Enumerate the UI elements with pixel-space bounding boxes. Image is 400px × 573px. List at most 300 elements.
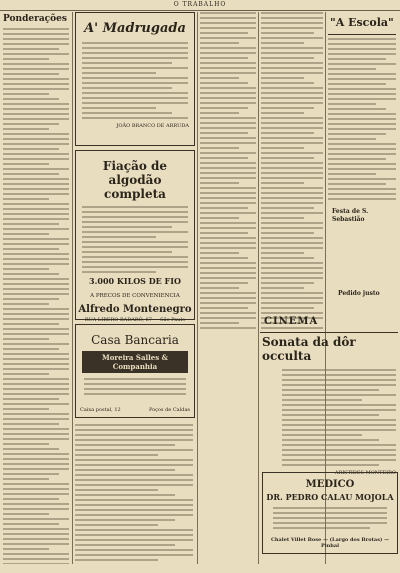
text-line (82, 271, 156, 273)
text-line (328, 73, 396, 75)
text-line (3, 238, 69, 240)
text-line (261, 47, 323, 49)
text-line (282, 399, 362, 401)
text-line (84, 383, 186, 385)
text-line (82, 77, 188, 79)
col1-body (3, 28, 69, 564)
text-line (328, 188, 396, 190)
text-line (328, 53, 396, 55)
text-line (261, 57, 314, 59)
ad1-title-line1: Fiação de algodão (102, 159, 168, 187)
text-line (261, 12, 323, 14)
text-line (3, 328, 69, 330)
text-line (82, 92, 188, 94)
text-line (3, 353, 69, 355)
text-line (75, 529, 193, 531)
text-line (282, 429, 396, 431)
text-line (75, 524, 158, 526)
text-line (3, 548, 49, 550)
text-line (82, 102, 188, 104)
text-line (3, 378, 69, 380)
text-line (328, 123, 396, 125)
text-line (261, 77, 304, 79)
text-line (200, 187, 256, 189)
text-line (200, 177, 256, 179)
text-line (273, 522, 387, 524)
text-line (273, 517, 387, 519)
text-line (200, 197, 256, 199)
text-line (200, 12, 256, 14)
text-line (261, 192, 323, 194)
text-line (328, 183, 386, 185)
text-line (3, 153, 69, 155)
column-2 (75, 12, 195, 564)
text-line (200, 207, 248, 209)
col1-heading: Ponderações (3, 14, 67, 24)
text-line (261, 237, 323, 239)
text-line (3, 48, 59, 50)
ad2-body (76, 373, 194, 395)
text-line (82, 82, 188, 84)
text-line (200, 107, 248, 109)
poem-box (75, 12, 195, 146)
text-line (3, 118, 69, 120)
text-line (3, 453, 69, 455)
medico-line2: DR. PEDRO CALAU MOJOLA (266, 492, 394, 502)
poem-title: A' Madrugada (84, 21, 186, 36)
medico-line1: MEDICO (305, 479, 355, 490)
text-line (75, 434, 193, 436)
text-line (3, 113, 69, 115)
text-line (273, 527, 370, 529)
text-line (328, 98, 396, 100)
text-line (3, 363, 69, 365)
text-line (3, 128, 49, 130)
text-line (261, 112, 304, 114)
column-5 (328, 12, 398, 342)
text-line (3, 143, 69, 145)
text-line (261, 87, 323, 89)
text-line (261, 247, 323, 249)
text-line (328, 83, 386, 85)
text-line (261, 252, 304, 254)
text-line (200, 222, 256, 224)
text-line (261, 137, 323, 139)
text-line (328, 168, 396, 170)
text-line (3, 43, 69, 45)
text-line (3, 93, 49, 95)
text-line (75, 509, 193, 511)
text-line (200, 22, 256, 24)
text-line (328, 143, 396, 145)
text-line (261, 232, 314, 234)
text-line (200, 257, 248, 259)
text-line (328, 193, 396, 195)
text-line (200, 82, 248, 84)
text-line (282, 449, 396, 451)
text-line (3, 433, 69, 435)
text-line (261, 187, 323, 189)
text-line (328, 138, 376, 140)
text-line (3, 358, 69, 360)
text-line (200, 97, 256, 99)
text-line (328, 48, 396, 50)
text-line (82, 47, 188, 49)
text-line (82, 246, 188, 248)
text-line (261, 52, 323, 54)
text-line (261, 257, 314, 259)
ad1-title-line2: completa (104, 187, 166, 201)
text-line (3, 88, 69, 90)
text-line (3, 488, 69, 490)
text-line (3, 198, 49, 200)
text-line (200, 67, 256, 69)
column-rule (72, 12, 73, 564)
text-line (3, 188, 69, 190)
medico-body (263, 502, 397, 529)
text-line (3, 343, 69, 345)
text-line (3, 258, 69, 260)
ad2-title: Casa Bancaria (91, 333, 179, 347)
text-line (75, 454, 158, 456)
col4-sub2: Pedido justo (338, 290, 380, 297)
text-line (3, 383, 69, 385)
text-line (3, 538, 69, 540)
text-line (3, 278, 69, 280)
text-line (82, 241, 188, 243)
text-line (3, 288, 69, 290)
text-line (261, 172, 323, 174)
text-line (200, 227, 256, 229)
section-rule (260, 332, 398, 333)
text-line (328, 178, 396, 180)
text-line (261, 72, 323, 74)
text-line (3, 438, 69, 440)
text-line (3, 518, 69, 520)
column-rule (197, 12, 198, 564)
text-line (3, 228, 69, 230)
text-line (3, 158, 69, 160)
text-line (3, 98, 59, 100)
text-line (261, 297, 323, 299)
text-line (328, 128, 396, 130)
text-line (282, 434, 362, 436)
text-line (261, 132, 314, 134)
text-line (3, 318, 69, 320)
text-line (75, 504, 193, 506)
text-line (200, 252, 239, 254)
text-line (3, 513, 49, 515)
text-line (200, 117, 256, 119)
text-line (3, 263, 69, 265)
text-line (200, 192, 256, 194)
text-line (3, 78, 69, 80)
text-line (328, 133, 386, 135)
text-line (200, 247, 256, 249)
text-line (261, 167, 323, 169)
text-line (261, 312, 323, 314)
text-line (82, 211, 188, 213)
sonata-title: Sonata da dôr occulta (262, 335, 356, 363)
text-line (261, 277, 323, 279)
text-line (3, 203, 69, 205)
text-line (328, 163, 396, 165)
text-line (3, 428, 69, 430)
text-line (200, 92, 256, 94)
text-line (3, 273, 59, 275)
text-line (261, 32, 314, 34)
text-line (82, 62, 172, 64)
text-line (200, 182, 239, 184)
text-line (3, 303, 49, 305)
text-line (3, 473, 59, 475)
text-line (3, 148, 59, 150)
text-line (3, 528, 69, 530)
text-line (82, 256, 188, 258)
text-line (261, 92, 323, 94)
text-line (82, 206, 188, 208)
text-line (200, 322, 239, 324)
text-line (261, 197, 323, 199)
escola-heading-box (328, 14, 396, 35)
text-line (200, 87, 256, 89)
text-line (75, 539, 193, 541)
text-line (75, 464, 193, 466)
text-line (200, 157, 248, 159)
text-line (282, 459, 396, 461)
text-line (261, 202, 323, 204)
ad1-body (76, 201, 194, 273)
text-line (3, 498, 59, 500)
text-line (282, 409, 396, 411)
text-line (261, 102, 323, 104)
text-line (328, 153, 396, 155)
text-line (261, 37, 323, 39)
text-line (261, 222, 323, 224)
text-line (82, 57, 188, 59)
text-line (82, 236, 156, 238)
text-line (261, 147, 304, 149)
text-line (328, 68, 376, 70)
text-line (261, 117, 323, 119)
ad2-firm: Moreira Salles & Companhia (82, 351, 188, 373)
text-line (82, 231, 188, 233)
text-line (200, 237, 256, 239)
text-line (82, 97, 188, 99)
text-line (3, 508, 69, 510)
text-line (200, 72, 256, 74)
text-line (82, 266, 188, 268)
text-line (3, 463, 69, 465)
text-line (84, 378, 186, 380)
text-line (3, 373, 49, 375)
text-line (3, 393, 69, 395)
text-line (3, 553, 69, 555)
text-line (282, 374, 396, 376)
running-head: O TRABALHO (0, 0, 400, 11)
text-line (75, 459, 193, 461)
text-line (3, 103, 69, 105)
text-line (82, 221, 188, 223)
text-line (261, 152, 323, 154)
text-line (3, 338, 49, 340)
column-1 (3, 12, 69, 564)
text-line (82, 226, 172, 228)
text-line (200, 102, 256, 104)
text-line (282, 404, 396, 406)
text-line (75, 424, 193, 426)
text-line (3, 448, 59, 450)
text-line (282, 369, 396, 371)
text-line (75, 494, 175, 496)
text-line (82, 251, 172, 253)
ad1-capacity: 3.000 KILOS DE FIO (89, 276, 181, 286)
text-line (328, 38, 396, 40)
text-line (3, 313, 69, 315)
text-line (261, 207, 314, 209)
text-line (75, 514, 193, 516)
text-line (3, 503, 69, 505)
text-line (200, 232, 248, 234)
text-line (200, 147, 239, 149)
text-line (3, 413, 69, 415)
text-line (261, 267, 323, 269)
text-line (3, 33, 69, 35)
advert-fiacao (75, 150, 195, 323)
text-line (261, 122, 323, 124)
text-line (261, 17, 323, 19)
text-line (282, 389, 379, 391)
text-line (82, 67, 188, 69)
text-line (75, 519, 175, 521)
advert-casa-bancaria (75, 324, 195, 418)
cinema-heading: CINEMA (264, 316, 319, 327)
text-line (200, 262, 256, 264)
text-line (200, 77, 239, 79)
text-line (261, 272, 323, 274)
poem-author: JOÃO BRANCO DE ARRUDA (116, 123, 189, 129)
text-line (3, 293, 69, 295)
text-line (200, 137, 256, 139)
text-line (261, 242, 323, 244)
text-line (82, 42, 188, 44)
text-line (75, 484, 193, 486)
text-line (3, 443, 49, 445)
text-line (273, 512, 387, 514)
col4-body (261, 12, 323, 329)
text-line (200, 112, 239, 114)
text-line (261, 142, 323, 144)
text-line (328, 158, 386, 160)
text-line (328, 93, 396, 95)
text-line (282, 464, 379, 466)
text-line (200, 202, 256, 204)
text-line (200, 327, 256, 329)
text-line (200, 27, 256, 29)
sonata-author: ARISTIDES MONTEIRO (334, 470, 396, 476)
text-line (200, 162, 256, 164)
text-line (328, 113, 396, 115)
col4-heading: "A Escola" (330, 16, 394, 29)
text-line (3, 138, 69, 140)
text-line (200, 52, 256, 54)
text-line (75, 544, 175, 546)
text-line (3, 173, 59, 175)
text-line (3, 348, 59, 350)
text-line (200, 267, 256, 269)
text-line (82, 261, 188, 263)
text-line (200, 282, 248, 284)
text-line (75, 559, 158, 561)
text-line (3, 243, 69, 245)
text-line (3, 253, 69, 255)
text-line (82, 52, 188, 54)
text-line (3, 558, 69, 560)
text-line (3, 493, 69, 495)
text-line (282, 379, 396, 381)
text-line (3, 408, 49, 410)
text-line (200, 42, 239, 44)
text-line (3, 333, 69, 335)
text-line (75, 534, 193, 536)
text-line (82, 216, 188, 218)
text-line (3, 523, 59, 525)
text-line (3, 298, 59, 300)
sonata-section (262, 335, 396, 476)
text-line (3, 183, 69, 185)
text-line (75, 554, 193, 556)
text-line (75, 449, 193, 451)
text-line (3, 28, 69, 30)
text-line (200, 57, 248, 59)
text-line (200, 152, 256, 154)
text-line (3, 223, 59, 225)
text-line (328, 43, 396, 45)
text-line (3, 58, 49, 60)
text-line (75, 469, 175, 471)
text-line (82, 107, 156, 109)
text-line (3, 73, 59, 75)
text-line (3, 468, 69, 470)
text-line (328, 88, 396, 90)
text-line (3, 308, 69, 310)
text-line (261, 177, 323, 179)
text-line (200, 307, 248, 309)
text-line (328, 78, 396, 80)
text-line (200, 212, 256, 214)
text-line (82, 112, 172, 114)
text-line (200, 297, 256, 299)
text-line (282, 454, 396, 456)
text-line (82, 87, 172, 89)
text-line (200, 317, 256, 319)
text-line (3, 423, 59, 425)
text-line (328, 63, 396, 65)
text-line (3, 213, 69, 215)
text-line (282, 419, 396, 421)
text-line (84, 393, 186, 395)
text-line (200, 292, 256, 294)
text-line (82, 72, 156, 74)
text-line (3, 68, 69, 70)
text-line (261, 262, 323, 264)
column-rule (258, 12, 259, 564)
ad1-address: RUA LIBERO BADARÓ, 67 — São Paulo (84, 317, 186, 323)
text-line (3, 123, 59, 125)
text-line (261, 302, 323, 304)
text-line (273, 507, 387, 509)
text-line (200, 132, 248, 134)
